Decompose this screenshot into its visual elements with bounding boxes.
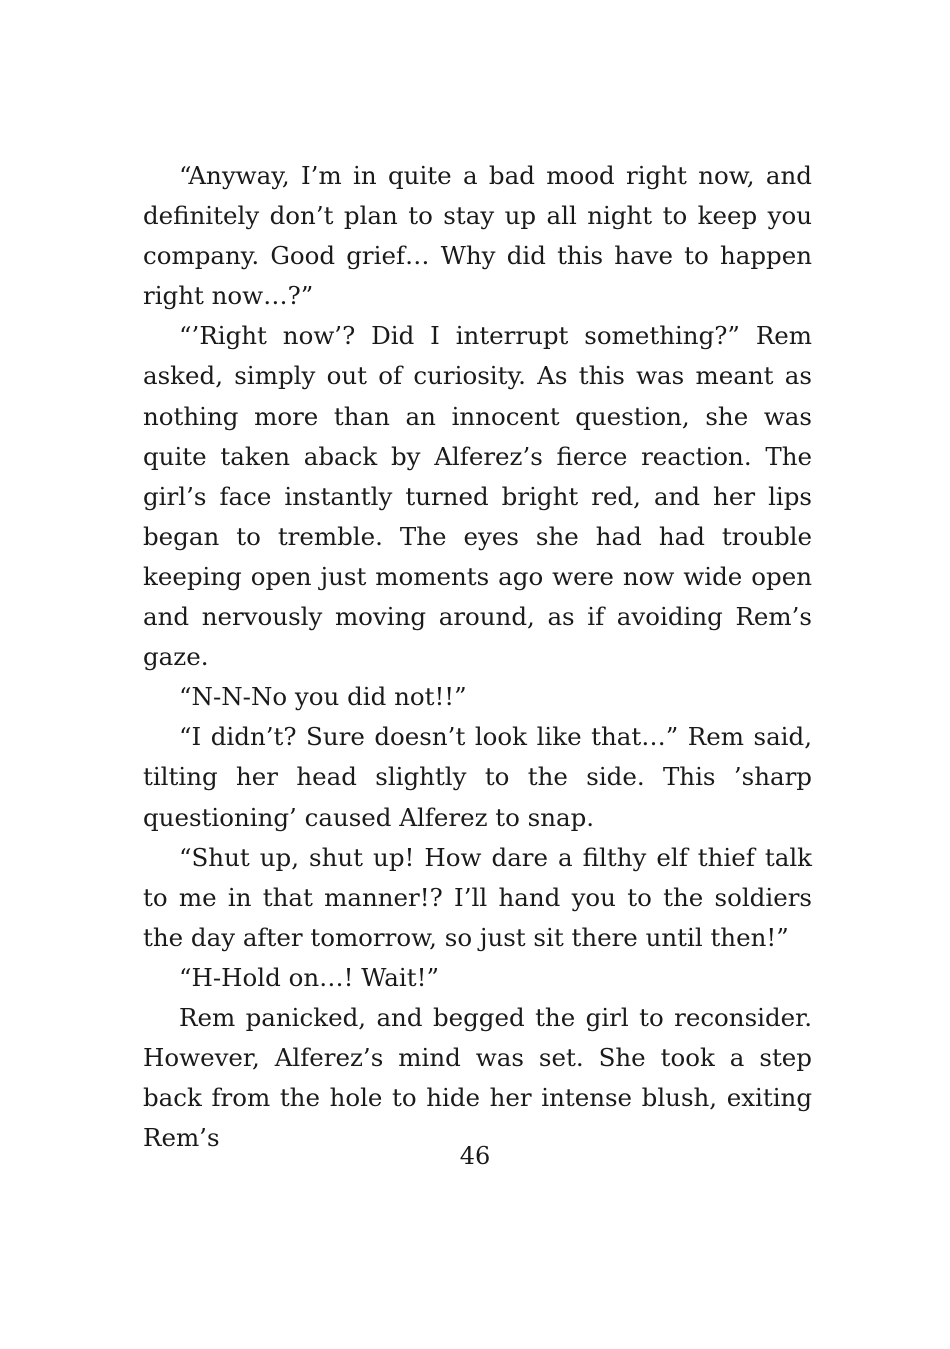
paragraph-5: “Shut up, shut up! How dare a filthy elf thief talk to me in that manner!? I’ll hand you to the soldiers the day after tomorrow, so just sit there until then!” — [143, 842, 812, 952]
paragraph-4: “I didn’t? Sure doesn’t look like that…” Rem said, tilting her head slightly to the side. This ’sharp questioning’ caused Alferez to snap. — [143, 722, 812, 832]
paragraph-2: “’Right now’? Did I interrupt something?” Rem asked, simply out of curiosity. As this was meant as nothing more than an innocent question, she was quite taken aback by Alferez’s fierce reaction. The girl’s face instantly turned bright red, and her lips began to tremble. The eyes she had had trouble keeping open just moments ago were now wide open and nervously moving around, as if avoiding Rem’s gaze. — [143, 321, 812, 672]
body-text — [143, 156, 812, 1158]
paragraph-6: “H-Hold on…! Wait!” — [179, 962, 439, 992]
paragraph-3: “N-N-No you did not!!” — [179, 682, 467, 712]
paragraph-1: “Anyway, I’m in quite a bad mood right now, and definitely don’t plan to stay up all night to keep you company. Good grief… Why did this have to happen right now…?” — [143, 161, 812, 311]
paragraph-7: Rem panicked, and begged the girl to reconsider. However, Alferez’s mind was set. She took a step back from the hole to hide her intense blush, exiting Rem’s — [143, 1002, 812, 1153]
page-number: 46 — [459, 1142, 491, 1170]
